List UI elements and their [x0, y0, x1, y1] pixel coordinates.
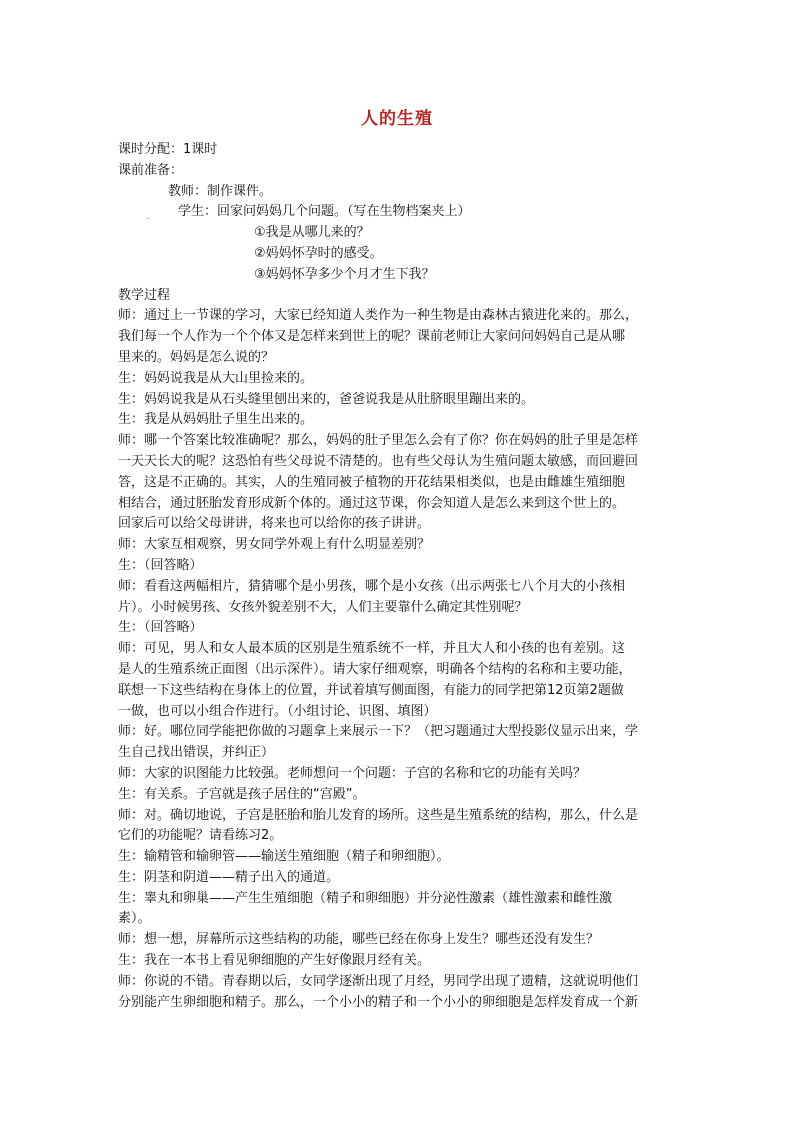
text-line: 生：我在一本书上看见卵细胞的产生好像跟月经有关。	[118, 953, 431, 969]
text-line: 生：妈妈说我是从大山里捡来的。	[118, 370, 314, 386]
text-line: 分别能产生卵细胞和精子。那么，一个小小的精子和一个小小的卵细胞是怎样发育成一个新	[118, 994, 639, 1010]
text-line: ③妈妈怀孕多少个月才生下我？	[254, 266, 435, 282]
text-line: 生：有关系。子宫就是孩子居住的“宫殿”。	[118, 786, 366, 802]
text-line: ①我是从哪儿来的？	[254, 225, 370, 241]
text-line: 是人的生殖系统正面图（出示深件）。请大家仔细观察，明确各个结构的名称和主要功能，	[118, 661, 632, 677]
text-line: 师：大家的识图能力比较强。老师想问一个问题：子宫的名称和它的功能有关吗？	[118, 765, 587, 781]
text-line: 教师：制作课件。	[168, 183, 273, 199]
text-line: 生：（回答略）	[118, 557, 203, 573]
text-line: 我们每一个人作为一个个体又是怎样来到世上的呢？课前老师让大家问问妈妈自己是从哪	[118, 329, 626, 345]
text-line: 师：想一想，屏幕所示这些结构的功能，哪些已经在你身上发生？哪些还没有发生？	[118, 932, 600, 948]
text-line: 一做，也可以小组合作进行。（小组讨论、识图、填图）	[118, 703, 437, 719]
text-line: 教学过程	[118, 287, 171, 303]
stray-dot: .	[147, 212, 150, 222]
text-line: ②妈妈怀孕时的感受。	[254, 245, 383, 261]
text-line: 学生：回家问妈妈几个问题。（写在生物档案夹上）	[178, 204, 471, 220]
text-line: 师：可见，男人和女人最本质的区别是生殖系统不一样，并且大人和小孩的也有差别。这	[118, 641, 626, 657]
text-line: 答，这是不正确的。其实，人的生殖同被子植物的开花结果相类似，也是由雌雄生殖细胞	[118, 474, 626, 490]
text-line: 相结合，通过胚胎发育形成新个体的。通过这节课，你会知道人是怎么来到这个世上的。	[118, 495, 626, 511]
text-line: 片）。小时候男孩、女孩外貌差别不大，人们主要靠什么确定其性别呢？	[118, 599, 528, 615]
text-line: 师：大家互相观察，男女同学外观上有什么明显差别？	[118, 537, 431, 553]
text-line: 课时分配：1课时	[118, 142, 218, 157]
text-line: 生：睾丸和卵巢——产生生殖细胞（精子和卵细胞）并分泌性激素（雄性激素和雌性激	[118, 890, 613, 906]
text-line: 师：你说的不错。青春期以后，女同学逐渐出现了月经，男同学出现了遗精，这就说明他们	[118, 973, 639, 989]
document-title: 人的生殖	[361, 109, 433, 129]
document-body	[118, 140, 686, 1013]
text-line: 师：好。哪位同学能把你做的习题拿上来展示一下？（把习题通过大型投影仪显示出来，学	[118, 724, 639, 740]
text-line: 生自己找出错误，并纠正）	[118, 745, 275, 761]
text-line: 生：妈妈说我是从石头缝里刨出来的，爸爸说我是从肚脐眼里蹦出来的。	[118, 391, 535, 407]
text-line: 师：看看这两幅相片，猜猜哪个是小男孩，哪个是小女孩（出示两张七八个月大的小孩相	[118, 578, 626, 594]
text-line: 一天天长大的呢？这恐怕有些父母说不清楚的。也有些父母认为生殖问题太敏感，而回避回	[118, 453, 639, 469]
text-line: 师：通过上一节课的学习，大家已经知道人类作为一种生物是由森林古猿进化来的。那么，	[118, 308, 639, 324]
text-line: 生：输精管和输卵管——输送生殖细胞（精子和卵细胞）。	[118, 849, 450, 865]
text-line: 课前准备：	[118, 162, 184, 178]
text-line: 生：阴茎和阴道——精子出入的通道。	[118, 869, 340, 885]
text-line: 里来的。妈妈是怎么说的？	[118, 349, 275, 365]
text-line: 回家后可以给父母讲讲，将来也可以给你的孩子讲讲。	[118, 516, 431, 532]
text-line: 它们的功能呢？请看练习2。	[118, 828, 283, 844]
text-line: 联想一下这些结构在身体上的位置，并试着填写侧面图，有能力的同学把第12页第2题做	[118, 682, 624, 698]
text-line: 生：（回答略）	[118, 620, 203, 636]
text-line: 素）。	[118, 911, 151, 927]
text-line: 师：哪一个答案比较准确呢？那么，妈妈的肚子里怎么会有了你？你在妈妈的肚子里是怎样	[118, 433, 639, 449]
text-line: 生：我是从妈妈肚子里生出来的。	[118, 412, 314, 428]
text-line: 师：对。确切地说，子宫是胚胎和胎儿发育的场所。这些是生殖系统的结构，那么，什么是	[118, 807, 639, 823]
